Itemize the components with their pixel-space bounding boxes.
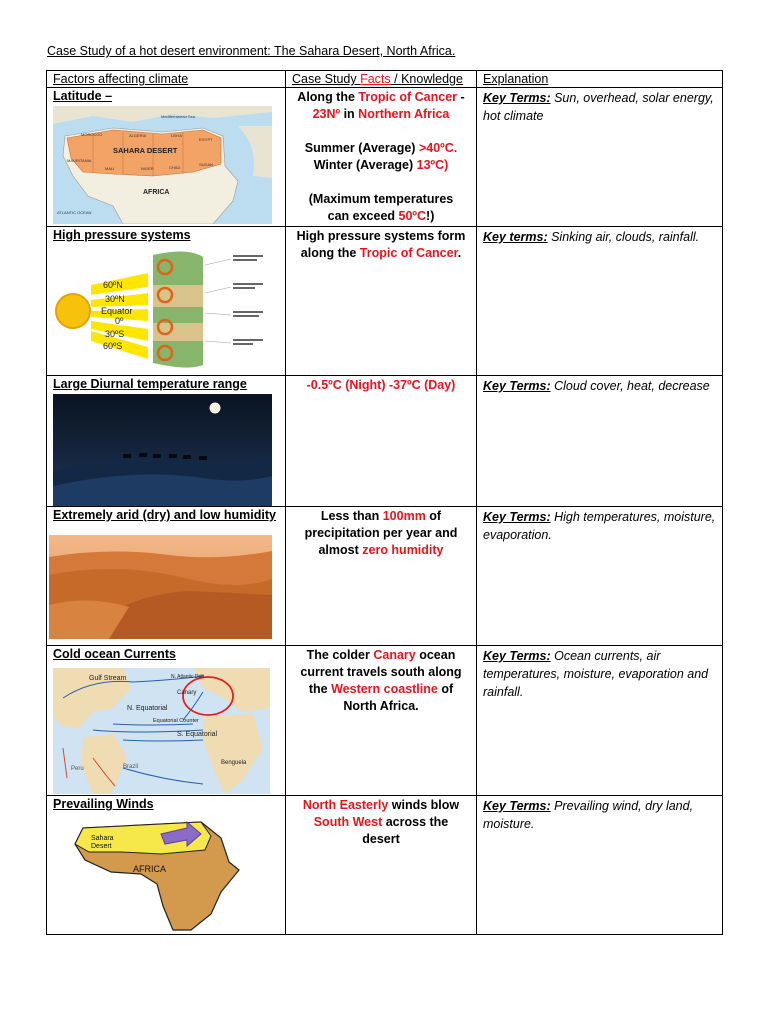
map-label: LIBYA [171, 133, 183, 138]
facts-highlight: Northern Africa [358, 107, 450, 121]
map-label: Gulf Stream [89, 675, 127, 682]
map-label: Equatorial Counter [153, 718, 199, 724]
header-facts-pre: Case Study [292, 72, 361, 86]
facts-text: almost [318, 543, 363, 557]
facts-text: in [340, 107, 359, 121]
key-terms-label: Key Terms: [483, 799, 551, 813]
facts-highlight: 50ºC [398, 209, 427, 223]
facts-highlight: 23Nº [312, 107, 341, 121]
key-terms-text: Sinking air, clouds, rainfall. [547, 230, 700, 244]
header-factors [47, 71, 286, 88]
factor-cell [47, 646, 286, 796]
explanation-cell [477, 88, 723, 227]
header-explanation [477, 71, 723, 88]
key-terms-label: Key Terms: [483, 510, 551, 524]
pressure-cells-diagram-image [53, 245, 271, 371]
map-label: Benguela [221, 760, 247, 766]
ocean-currents-map-image [53, 668, 270, 794]
facts-highlight: Tropic of Cancer [359, 246, 458, 260]
facts-highlight: zero humidity [362, 543, 444, 557]
factor-cell [47, 796, 286, 935]
map-label-sea: Mediterranean Sea [161, 114, 196, 119]
key-terms-label: Key terms: [483, 230, 548, 244]
facts-text: of [437, 682, 454, 696]
facts-cell [286, 646, 477, 796]
facts-text: Summer (Average) [304, 141, 419, 155]
facts-text: Along the [297, 90, 359, 104]
facts-text: desert [362, 832, 400, 846]
map-label: MOROCCO [81, 132, 103, 137]
facts-highlight: -0.5ºC (Night) -37ºC (Day) [306, 378, 456, 392]
facts-text: along the [300, 246, 360, 260]
factor-label: Prevailing Winds [53, 797, 154, 811]
row-latitude [47, 88, 723, 227]
key-terms-label: Key Terms: [483, 91, 551, 105]
facts-text: can exceed [327, 209, 399, 223]
header-facts-red: Facts [360, 72, 391, 86]
explanation-cell [477, 646, 723, 796]
facts-text: . [457, 246, 462, 260]
map-label: MAURITANIA [67, 158, 92, 163]
facts-text: North Africa. [343, 699, 419, 713]
diagram-label: 30ºN [105, 294, 125, 304]
map-label-sahara: SAHARA DESERT [113, 146, 178, 155]
explanation-cell [477, 376, 723, 507]
diagram-label: Equator [101, 306, 133, 316]
factor-cell [47, 88, 286, 227]
facts-highlight: North Easterly [302, 798, 389, 812]
facts-cell [286, 507, 477, 646]
factor-label: Cold ocean Currents [53, 647, 176, 661]
factor-cell [47, 376, 286, 507]
prevailing-winds-map-image [61, 814, 247, 932]
header-factors-label: Factors affecting climate [53, 72, 189, 86]
row-high-pressure [47, 227, 723, 376]
facts-highlight: 13ºC) [416, 158, 449, 172]
facts-highlight: South West [313, 815, 383, 829]
facts-text: precipitation per year and [304, 526, 458, 540]
row-ocean-currents [47, 646, 723, 796]
key-terms-label: Key Terms: [483, 379, 551, 393]
factor-label: Large Diurnal temperature range [53, 377, 247, 391]
facts-highlight: Western coastline [331, 682, 438, 696]
map-label: NIGER [141, 166, 154, 171]
map-label: Brazil [123, 764, 139, 770]
map-label: Desert [91, 843, 112, 850]
header-facts-post: / Knowledge [390, 72, 463, 86]
facts-text: Winter (Average) [313, 158, 417, 172]
factor-label: High pressure systems [53, 228, 191, 242]
key-terms-text: High temperatures, moisture, evaporation. [483, 510, 716, 542]
explanation-cell [477, 796, 723, 935]
facts-text: (Maximum temperatures [308, 192, 454, 206]
explanation-cell [477, 507, 723, 646]
facts-text: current travels south along [300, 665, 462, 679]
facts-cell [286, 88, 477, 227]
factor-label: Extremely arid (dry) and low humidity [53, 508, 276, 522]
row-diurnal [47, 376, 723, 507]
key-terms-text: Ocean currents, air temperatures, moisture, evaporation and rainfall. [483, 649, 709, 699]
map-label-ocean: ATLANTIC OCEAN [57, 210, 92, 215]
header-row [47, 71, 723, 88]
facts-text: The colder [306, 648, 374, 662]
facts-text: - [457, 90, 465, 104]
map-label: Sahara [91, 835, 114, 842]
key-terms-label: Key Terms: [483, 649, 551, 663]
diagram-label: 60ºN [103, 280, 123, 290]
map-label-africa: AFRICA [133, 864, 167, 874]
desert-night-photo [53, 394, 272, 506]
facts-highlight: >40ºC. [418, 141, 458, 155]
header-facts [286, 71, 477, 88]
africa-political-map-image [53, 106, 272, 224]
facts-text: of [425, 509, 442, 523]
diagram-label: 60ºS [103, 341, 123, 351]
map-label: Peru [71, 766, 84, 772]
sand-dunes-photo [49, 535, 272, 639]
map-label: ALGERIA [129, 133, 147, 138]
map-label-africa: AFRICA [143, 189, 170, 196]
explanation-cell [477, 227, 723, 376]
key-terms-text: Cloud cover, heat, decrease [550, 379, 710, 393]
facts-cell [286, 376, 477, 507]
facts-text: winds blow [388, 798, 460, 812]
facts-text: Less than [320, 509, 383, 523]
row-arid [47, 507, 723, 646]
facts-highlight: Canary [373, 648, 416, 662]
facts-cell [286, 796, 477, 935]
facts-cell [286, 227, 477, 376]
facts-text: across the [382, 815, 449, 829]
facts-highlight: 100mm [382, 509, 426, 523]
case-study-table [46, 70, 723, 935]
key-terms-text: Prevailing wind, dry land, moisture. [483, 799, 694, 831]
facts-text: ocean [415, 648, 456, 662]
facts-text: !) [426, 209, 435, 223]
diagram-label: 30ºS [105, 329, 125, 339]
map-label: MALI [105, 166, 115, 171]
map-label: N. Equatorial [127, 705, 168, 712]
factor-cell [47, 507, 286, 646]
map-label: N. Atlantic Drift [171, 674, 205, 680]
map-label: EGYPT [199, 137, 213, 142]
diagram-label: 0º [115, 316, 124, 326]
facts-text: the [308, 682, 332, 696]
map-label: CHAD [169, 165, 181, 170]
map-label: SUDAN [199, 162, 214, 167]
factor-label: Latitude – [53, 89, 113, 103]
header-explanation-label: Explanation [483, 72, 549, 86]
key-terms-text: Sun, overhead, solar energy, hot climate [483, 91, 714, 123]
map-label: S. Equatorial [177, 731, 218, 738]
row-prevailing-winds [47, 796, 723, 935]
document-title: Case Study of a hot desert environment: The Sahara Desert, North Africa. [47, 44, 456, 58]
factor-cell [47, 227, 286, 376]
map-label: Canary [177, 690, 197, 696]
facts-highlight: Tropic of Cancer [358, 90, 458, 104]
facts-text: High pressure systems form [296, 229, 466, 243]
